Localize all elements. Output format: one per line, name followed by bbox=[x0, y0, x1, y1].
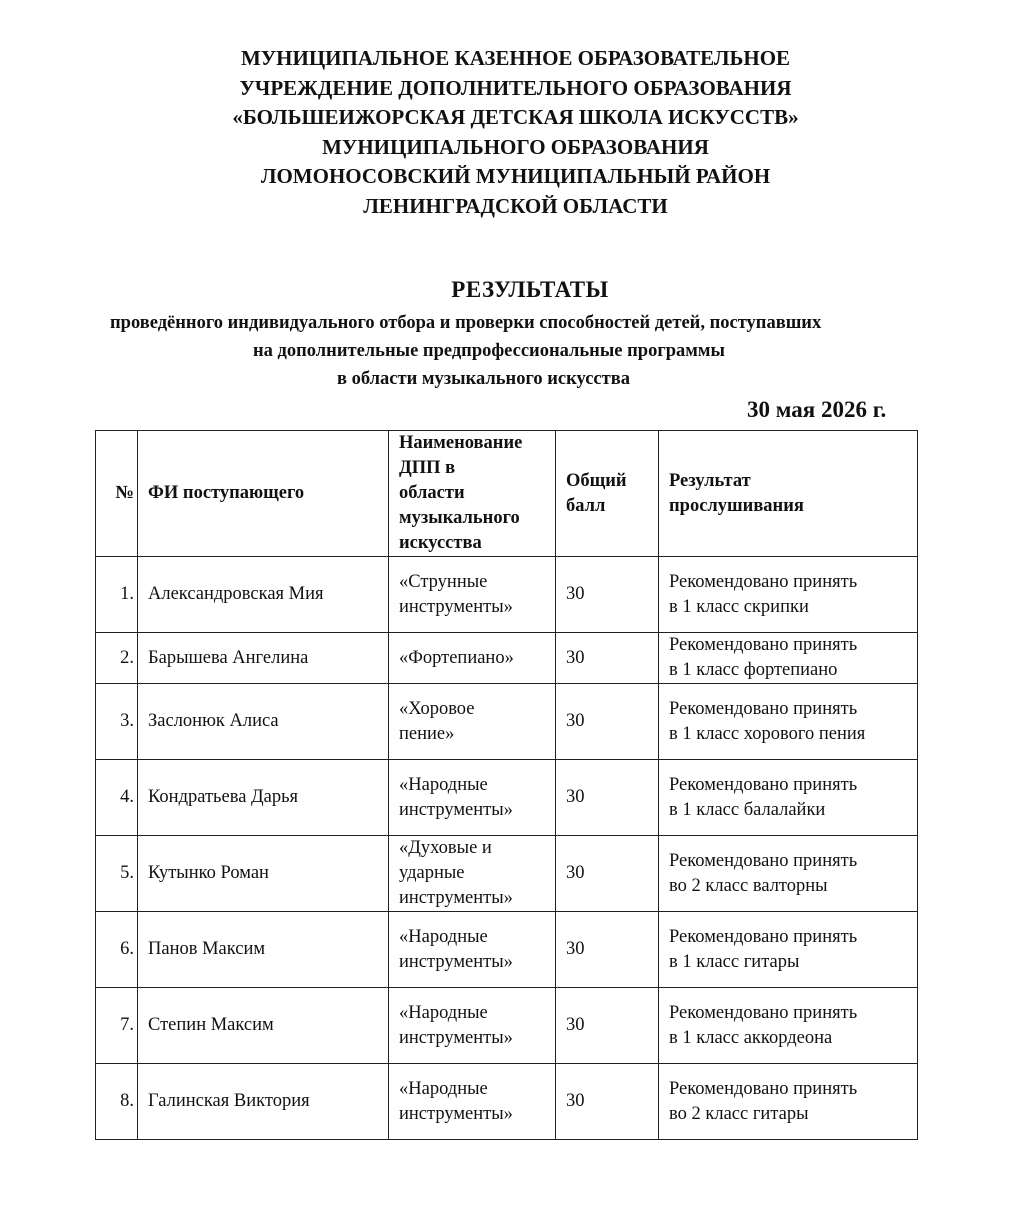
header-applicant-name: ФИ поступающего bbox=[138, 431, 389, 557]
applicant-name: Панов Максим bbox=[138, 912, 389, 988]
header-program-line: области bbox=[399, 483, 465, 503]
header-program-line: музыкального bbox=[399, 508, 520, 528]
applicant-name: Кутынко Роман bbox=[138, 836, 389, 912]
row-number: 4. bbox=[96, 760, 138, 836]
result bbox=[659, 1064, 918, 1140]
results-table bbox=[95, 430, 918, 1140]
program-line: «Фортепиано» bbox=[399, 647, 514, 668]
result bbox=[659, 912, 918, 988]
program-name bbox=[389, 912, 556, 988]
result bbox=[659, 557, 918, 633]
table-row bbox=[96, 684, 918, 760]
program-name bbox=[389, 557, 556, 633]
header-program-line: искусства bbox=[399, 533, 482, 553]
program-line: «Народные bbox=[399, 1078, 488, 1099]
result bbox=[659, 633, 918, 684]
result bbox=[659, 836, 918, 912]
program-line: инструменты» bbox=[399, 1027, 513, 1048]
applicant-name: Степин Максим bbox=[138, 988, 389, 1064]
row-number: 7. bbox=[96, 988, 138, 1064]
header-program bbox=[389, 431, 556, 557]
row-number: 5. bbox=[96, 836, 138, 912]
score: 30 bbox=[556, 988, 659, 1064]
score: 30 bbox=[556, 633, 659, 684]
row-number: 8. bbox=[96, 1064, 138, 1140]
result-line: Рекомендовано принять bbox=[669, 571, 858, 592]
program-line: инструменты» bbox=[399, 951, 513, 972]
header-number: № bbox=[96, 431, 138, 557]
score: 30 bbox=[556, 684, 659, 760]
header-line: УЧРЕЖДЕНИЕ ДОПОЛНИТЕЛЬНОГО ОБРАЗОВАНИЯ bbox=[239, 75, 792, 100]
header-line: МУНИЦИПАЛЬНОЕ КАЗЕННОЕ ОБРАЗОВАТЕЛЬНОЕ bbox=[240, 46, 791, 70]
row-number: 3. bbox=[96, 684, 138, 760]
result-line: в 1 класс гитары bbox=[669, 951, 800, 972]
table-row bbox=[96, 836, 918, 912]
result-line: Рекомендовано принять bbox=[669, 1078, 858, 1099]
result-line: в 1 класс хорового пения bbox=[669, 723, 866, 744]
program-name bbox=[389, 1064, 556, 1140]
program-line: «Народные bbox=[399, 1002, 488, 1023]
row-number: 2. bbox=[96, 633, 138, 684]
applicant-name: Барышева Ангелина bbox=[138, 633, 389, 684]
program-line: «Народные bbox=[399, 774, 488, 795]
document-date: 30 мая 2026 г. bbox=[747, 397, 887, 422]
subtitle-line: на дополнительные предпрофессиональные программы bbox=[253, 341, 725, 361]
program-line: «Хоровое bbox=[399, 698, 475, 719]
program-line: «Струнные bbox=[399, 571, 488, 592]
institution-header bbox=[0, 44, 1031, 221]
applicant-name: Заслонюк Алиса bbox=[138, 684, 389, 760]
result-line: в 1 класс скрипки bbox=[669, 596, 809, 617]
program-line: ударные bbox=[399, 863, 465, 883]
subtitle-line: проведённого индивидуального отбора и проверки способностей детей, поступавших bbox=[110, 313, 822, 333]
score: 30 bbox=[556, 760, 659, 836]
result-line: в 1 класс балалайки bbox=[669, 799, 826, 820]
program-line: инструменты» bbox=[399, 1103, 513, 1124]
result-line: Рекомендовано принять bbox=[669, 698, 858, 719]
table-row bbox=[96, 912, 918, 988]
applicant-name: Галинская Виктория bbox=[138, 1064, 389, 1140]
result-line: Рекомендовано принять bbox=[669, 1002, 858, 1023]
header-result bbox=[659, 431, 918, 557]
program-name bbox=[389, 760, 556, 836]
result-line: Рекомендовано принять bbox=[669, 774, 858, 795]
header-line: ЛЕНИНГРАДСКОЙ ОБЛАСТИ bbox=[363, 193, 668, 218]
result-line: во 2 класс валторны bbox=[669, 875, 828, 896]
table-row bbox=[96, 557, 918, 633]
header-program-line: ДПП в bbox=[399, 458, 456, 478]
header-score-line: Общий bbox=[566, 470, 627, 491]
header-line: «БОЛЬШЕИЖОРСКАЯ ДЕТСКАЯ ШКОЛА ИСКУССТВ» bbox=[232, 105, 799, 129]
header-result-line: прослушивания bbox=[669, 495, 804, 516]
program-line: инструменты» bbox=[399, 799, 513, 820]
score: 30 bbox=[556, 557, 659, 633]
result-line: Рекомендовано принять bbox=[669, 926, 858, 947]
subtitle-line: в области музыкального искусства bbox=[337, 369, 630, 389]
header-score-line: балл bbox=[566, 495, 606, 516]
row-number: 6. bbox=[96, 912, 138, 988]
result-line: Рекомендовано принять bbox=[669, 635, 858, 655]
table-row bbox=[96, 633, 918, 684]
table-row bbox=[96, 760, 918, 836]
result-line: Рекомендовано принять bbox=[669, 850, 858, 871]
result bbox=[659, 988, 918, 1064]
result-line: в 1 класс фортепиано bbox=[669, 660, 838, 680]
header-line: ЛОМОНОСОВСКИЙ МУНИЦИПАЛЬНЫЙ РАЙОН bbox=[260, 164, 771, 188]
document-title: РЕЗУЛЬТАТЫ bbox=[451, 277, 609, 302]
applicant-name: Александровская Мия bbox=[138, 557, 389, 633]
result bbox=[659, 760, 918, 836]
table-row bbox=[96, 1064, 918, 1140]
program-name bbox=[389, 684, 556, 760]
table-row bbox=[96, 988, 918, 1064]
header-line: МУНИЦИПАЛЬНОГО ОБРАЗОВАНИЯ bbox=[322, 134, 709, 159]
score: 30 bbox=[556, 1064, 659, 1140]
program-name bbox=[389, 633, 556, 684]
score: 30 bbox=[556, 912, 659, 988]
program-line: инструменты» bbox=[399, 888, 513, 908]
program-name bbox=[389, 988, 556, 1064]
program-name bbox=[389, 836, 556, 912]
header-result-line: Результат bbox=[669, 470, 751, 491]
table-header-row bbox=[96, 431, 918, 557]
result bbox=[659, 684, 918, 760]
result-line: в 1 класс аккордеона bbox=[669, 1027, 833, 1048]
program-line: пение» bbox=[399, 723, 455, 744]
program-line: инструменты» bbox=[399, 596, 513, 617]
row-number: 1. bbox=[96, 557, 138, 633]
score: 30 bbox=[556, 836, 659, 912]
applicant-name: Кондратьева Дарья bbox=[138, 760, 389, 836]
program-line: «Народные bbox=[399, 926, 488, 947]
program-line: «Духовые и bbox=[399, 838, 492, 858]
result-line: во 2 класс гитары bbox=[669, 1103, 809, 1124]
header-program-line: Наименование bbox=[399, 433, 523, 453]
header-score bbox=[556, 431, 659, 557]
